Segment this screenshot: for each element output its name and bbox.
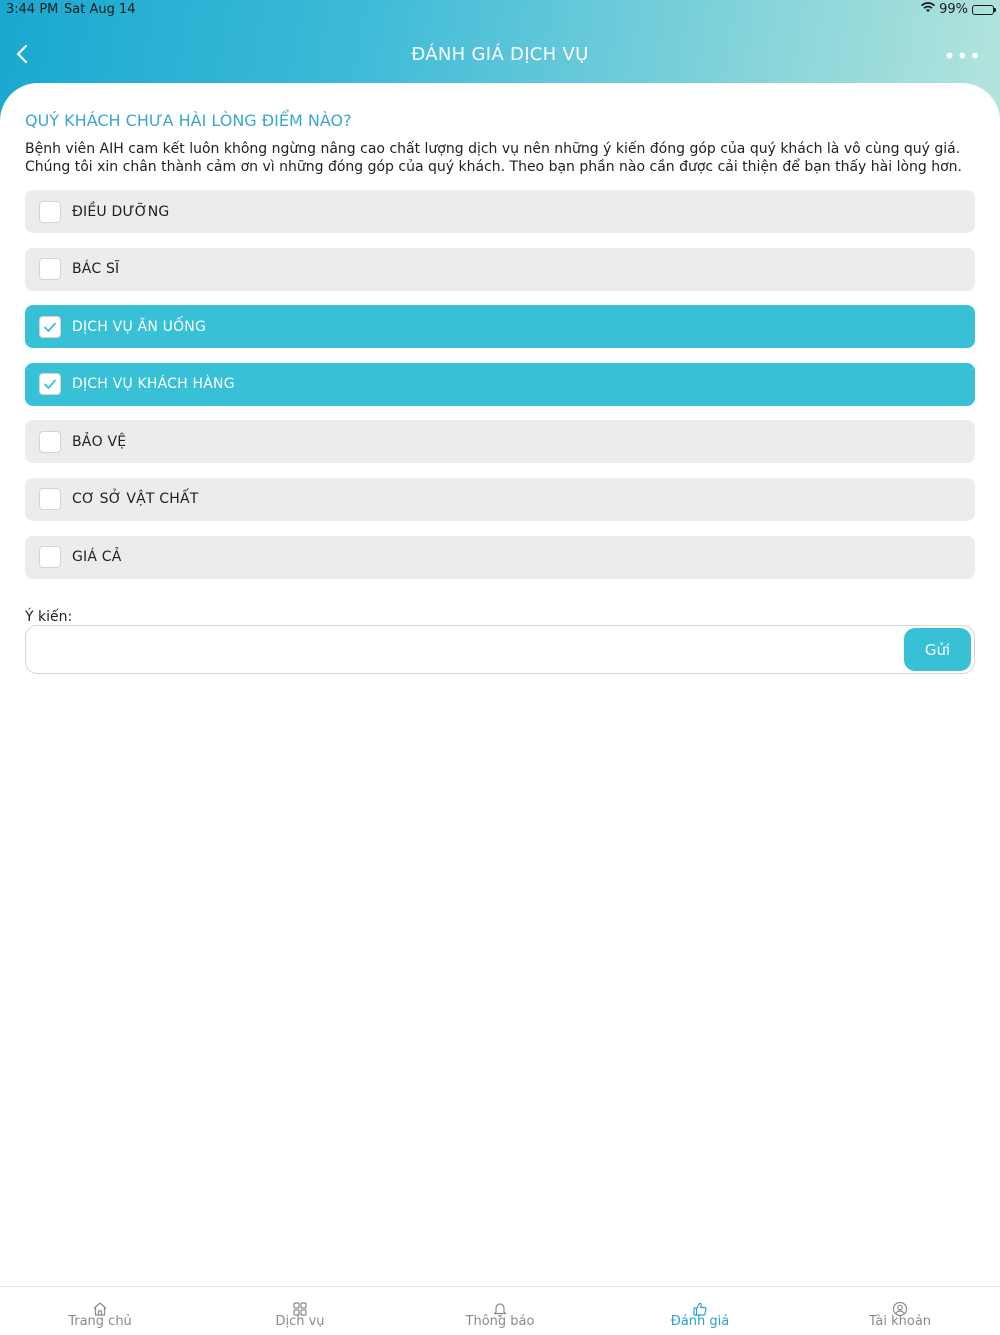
option-gia-ca[interactable] (25, 536, 975, 579)
opinion-input[interactable] (36, 634, 900, 667)
tab-label: Trang chủ (68, 1314, 132, 1329)
option-dich-vu-khach-hang[interactable] (25, 363, 975, 406)
opinion-label: Ý kiến: (25, 609, 73, 625)
main-content (0, 83, 1000, 1286)
checkbox[interactable] (39, 431, 61, 453)
status-date: Sat Aug 14 (64, 2, 136, 17)
page-title: ĐÁNH GIÁ DỊCH VỤ (411, 44, 589, 65)
options-list (25, 190, 975, 593)
status-bar (0, 0, 1000, 22)
tab-notifications[interactable] (400, 1287, 600, 1335)
wifi-icon (921, 2, 935, 17)
checkbox[interactable] (39, 258, 61, 280)
option-dich-vu-an-uong[interactable] (25, 305, 975, 348)
checkbox[interactable] (39, 373, 61, 395)
tab-label: Thông báo (465, 1314, 535, 1329)
question-heading: QUÝ KHÁCH CHƯA HÀI LÒNG ĐIỂM NÀO? (25, 111, 352, 130)
opinion-box (25, 625, 975, 674)
checkbox[interactable] (39, 488, 61, 510)
status-time: 3:44 PM (6, 2, 59, 17)
checkbox[interactable] (39, 546, 61, 568)
tab-account[interactable] (800, 1287, 1000, 1335)
option-bac-si[interactable] (25, 248, 975, 291)
option-label: CƠ SỞ VẬT CHẤT (72, 491, 199, 508)
tab-rating[interactable] (600, 1287, 800, 1335)
checkmark-icon (42, 319, 58, 335)
more-options-button[interactable]: ••• (943, 44, 982, 68)
option-label: ĐIỀU DƯỠNG (72, 203, 170, 220)
option-label: BẢO VỆ (72, 433, 127, 450)
tab-home[interactable] (0, 1287, 200, 1335)
checkbox[interactable] (39, 316, 61, 338)
checkmark-icon (42, 376, 58, 392)
checkbox[interactable] (39, 201, 61, 223)
option-co-so-vat-chat[interactable] (25, 478, 975, 521)
battery-icon (972, 5, 994, 15)
option-bao-ve[interactable] (25, 420, 975, 463)
option-label: DỊCH VỤ ĂN UỐNG (72, 318, 207, 335)
option-label: BÁC SĨ (72, 261, 120, 278)
tab-bar (0, 1286, 1000, 1335)
option-label: GIÁ CẢ (72, 549, 122, 566)
description-text: Bệnh viên AIH cam kết luôn không ngừng nâng cao chất lượng dịch vụ nên những ý kiến đóng góp của quý khách là vô cùng quý giá. Chúng tôi xin chân thành cảm ơn vì những đóng góp của quý khách. Theo bạn phần nào cần được cải thiện để bạn thấy hài lòng hơn. (25, 141, 963, 175)
tab-label: Dịch vụ (275, 1314, 325, 1329)
status-right (921, 2, 994, 17)
option-dieu-duong[interactable] (25, 190, 975, 233)
tab-label: Đánh giá (670, 1314, 730, 1329)
tab-label: Tài khoản (868, 1314, 932, 1329)
tab-services[interactable] (200, 1287, 400, 1335)
battery-percent: 99% (939, 2, 968, 17)
send-button[interactable]: Gửi (904, 628, 971, 671)
option-label: DỊCH VỤ KHÁCH HÀNG (72, 376, 235, 393)
